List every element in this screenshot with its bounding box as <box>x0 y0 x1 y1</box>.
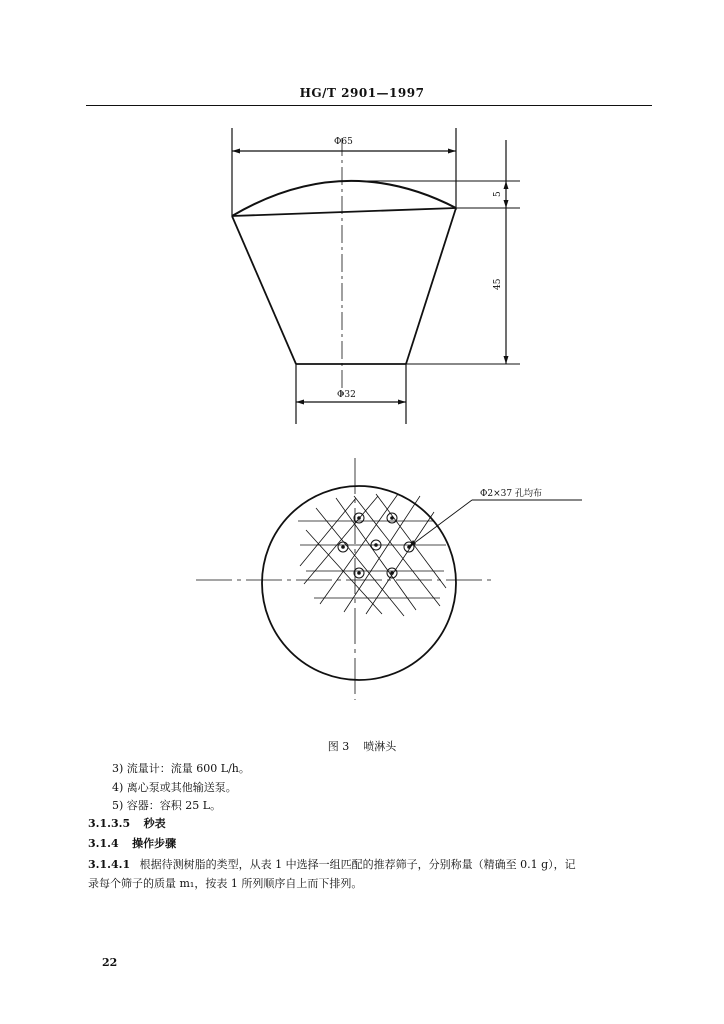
body-height-arrow-top <box>504 200 509 208</box>
top-dim-arrow-left <box>232 149 240 154</box>
paragraph-text: 录每个筛子的质量 m₁，按表 1 所列顺序自上而下排列。 <box>88 877 363 890</box>
paragraph-number: 3.1.4.1 <box>88 858 131 871</box>
section-title: 秒表 <box>143 817 166 830</box>
section-number: 3.1.3.5 <box>88 817 131 830</box>
figure-title: 喷淋头 <box>363 740 397 753</box>
list-item-marker: 3) <box>112 762 124 775</box>
body-height-arrow-bottom <box>504 356 509 364</box>
cap-base-line <box>232 208 456 216</box>
hole-note-label: Φ2×37 孔均布 <box>480 489 542 499</box>
top-diameter-label: Φ65 <box>334 137 353 147</box>
section-number: 3.1.4 <box>88 837 119 850</box>
cone-left-edge <box>232 216 296 364</box>
list-item <box>112 797 221 813</box>
list-item-text: 离心泵或其他输送泵。 <box>126 781 237 794</box>
figure-caption <box>0 738 724 754</box>
list-item-marker: 4) <box>112 781 124 794</box>
paragraph-line <box>88 856 576 872</box>
section-heading <box>88 835 176 851</box>
bottom-dim-arrow-right <box>398 400 406 405</box>
section-title: 操作步骤 <box>132 837 177 850</box>
plan-view-circle <box>262 486 456 680</box>
bottom-diameter-label: Φ32 <box>337 390 356 400</box>
cap-height-label: 5 <box>493 191 503 197</box>
body-height-label: 45 <box>493 278 503 290</box>
hole-pattern-grid <box>298 494 446 616</box>
list-item-marker: 5) <box>112 799 124 812</box>
paragraph-line <box>88 875 362 891</box>
paragraph-text: 根据待测树脂的类型，从表 1 中选择一组匹配的推荐筛子，分别称量（精确至 0.1 g），记 <box>139 858 576 871</box>
figure-number: 图 3 <box>327 740 350 753</box>
cone-right-edge <box>406 208 456 364</box>
cap-height-arrow <box>504 181 509 189</box>
section-heading <box>88 815 166 831</box>
list-item <box>112 760 250 776</box>
dome-cap-arc <box>232 181 456 216</box>
page-number: 22 <box>102 956 118 969</box>
list-item <box>112 779 237 795</box>
list-item-text: 容器：容积 25 L。 <box>126 799 222 812</box>
list-item-text: 流量计：流量 600 L/h。 <box>126 762 250 775</box>
top-dim-arrow-right <box>448 149 456 154</box>
standard-code-header: HG/T 2901—1997 <box>299 86 425 100</box>
bottom-dim-arrow-left <box>296 400 304 405</box>
